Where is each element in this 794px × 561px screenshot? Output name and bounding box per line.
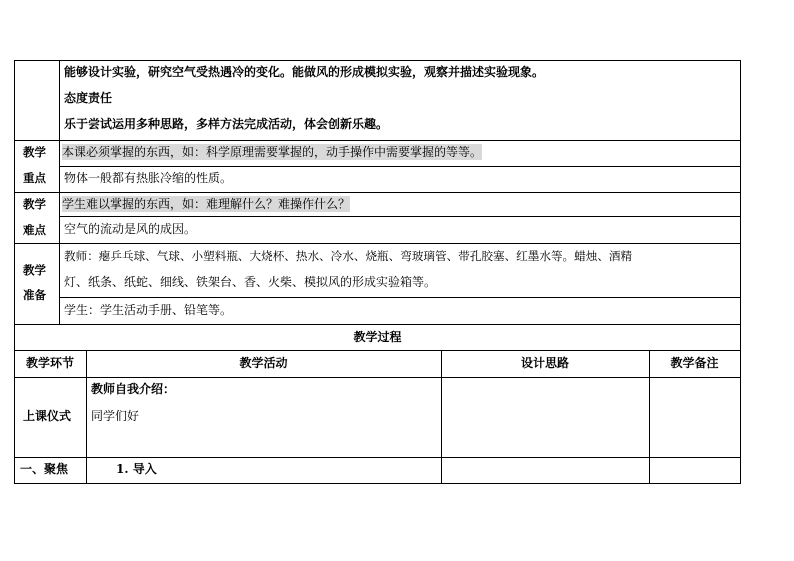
goal-text-1: 能够设计实验，研究空气受热遇冷的变化。能做风的形成模拟实验，观察并描述实验现象。 <box>64 65 545 79</box>
row-1-activity-text: 同学们好 <box>91 409 140 423</box>
rule <box>14 60 15 484</box>
header-notes: 教学备注 <box>670 356 719 370</box>
key-points-content: 物体一般都有热胀冷缩的性质。 <box>64 171 233 185</box>
rule <box>14 192 741 193</box>
rule <box>14 324 741 325</box>
rule <box>14 350 741 351</box>
key-points-note: 本课必须掌握的东西，如：科学原理需要掌握的，动手操作中需要掌握的等等。 <box>62 145 483 159</box>
preparation-teacher-line-2: 灯、纸条、纸蛇、细线、铁架台、香、火柴、模拟风的形成实验箱等。 <box>64 275 437 289</box>
row-2-stage: 一、聚焦 <box>20 462 69 476</box>
header-activity: 教学活动 <box>239 356 288 370</box>
rule <box>60 216 741 217</box>
process-title: 教学过程 <box>353 330 402 344</box>
preparation-teacher-line-1: 教师：瘪乒乓球、气球、小塑料瓶、大烧杯、热水、冷水、烧瓶、弯玻璃管、带孔胶塞、红墨水等。蜡烛、酒精 <box>64 249 633 263</box>
header-stage: 教学环节 <box>25 356 74 370</box>
row-2-activity-heading: 1. 导入 <box>116 462 157 476</box>
key-points-label-a: 教学 <box>23 145 46 159</box>
row-1-activity-heading: 教师自我介绍： <box>91 382 176 396</box>
row-1-stage: 上课仪式 <box>23 409 72 423</box>
rule <box>60 166 741 167</box>
preparation-label-a: 教学 <box>23 263 46 277</box>
attitude-heading: 态度责任 <box>64 91 113 105</box>
rule <box>14 60 741 61</box>
rule <box>59 60 60 324</box>
difficulties-label-a: 教学 <box>23 197 46 211</box>
rule <box>14 140 741 141</box>
preparation-student: 学生：学生活动手册、铅笔等。 <box>64 303 233 317</box>
key-points-label-b: 重点 <box>23 171 46 185</box>
rule <box>14 377 741 378</box>
goal-text-2: 乐于尝试运用多种思路，多样方法完成活动，体会创新乐趣。 <box>64 117 389 131</box>
rule <box>60 297 741 298</box>
rule <box>14 457 741 458</box>
rule <box>14 483 741 484</box>
difficulties-label-b: 难点 <box>23 223 46 237</box>
rule <box>14 243 741 244</box>
header-design: 设计思路 <box>520 356 569 370</box>
rule <box>740 60 741 484</box>
preparation-label-b: 准备 <box>23 288 46 302</box>
difficulties-content: 空气的流动是风的成因。 <box>64 222 197 236</box>
difficulties-note: 学生难以掌握的东西，如：难理解什么？难操作什么？ <box>62 197 351 211</box>
